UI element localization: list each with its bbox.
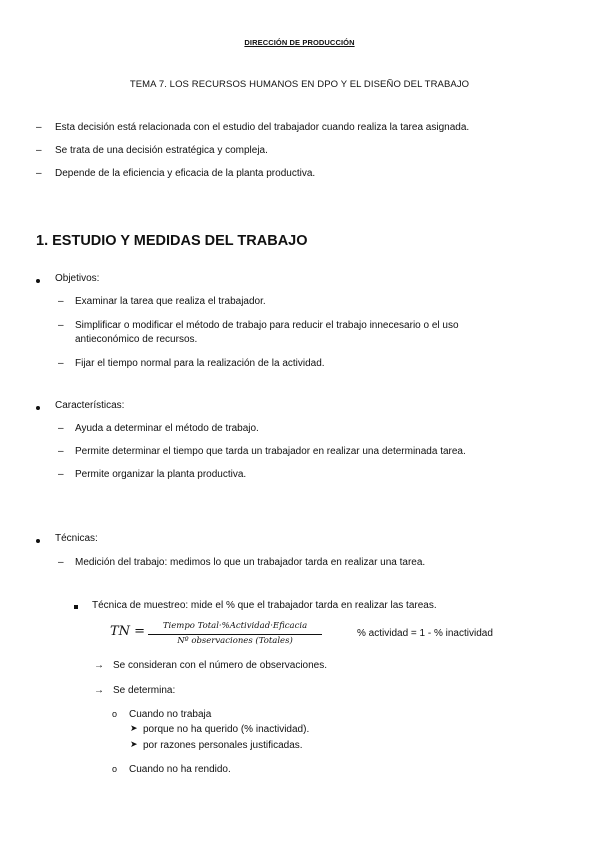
objetivos-item: Simplificar o modificar el método de trabajo para reducir el trabajo innecesario o el uso — [75, 320, 459, 331]
caracteristicas-item: Permite determinar el tiempo que tarda un trabajador en realizar una determinada tarea. — [75, 446, 466, 457]
arrow-icon: → — [94, 685, 104, 696]
muestreo-item: Técnica de muestreo: mide el % que el trabajador tarda en realizar las tareas. — [92, 600, 437, 611]
formula-denominator: Nº observaciones (Totales) — [177, 636, 293, 646]
medicion-item: Medición del trabajo: medimos lo que un trabajador tarda en realizar una tarea. — [75, 557, 426, 568]
arrow-item: Se determina: — [113, 685, 176, 696]
actividad-note: % actividad = 1 - % inactividad — [357, 628, 493, 639]
bullet-dot — [36, 406, 40, 410]
caracteristicas-item: Permite organizar la planta productiva. — [75, 469, 247, 480]
objetivos-item-continuation: antieconómico de recursos. — [75, 334, 198, 345]
no-trabaja-label: Cuando no trabaja — [129, 709, 212, 720]
objetivos-item: Fijar el tiempo normal para la realización de la actividad. — [75, 358, 325, 369]
no-rendido-item: Cuando no ha rendido. — [129, 764, 231, 775]
arrow-icon: → — [94, 660, 104, 671]
bullet-dot — [36, 279, 40, 283]
square-bullet — [74, 605, 78, 609]
dash-bullet: – — [36, 168, 42, 179]
formula-lhs: TN = — [110, 624, 146, 639]
document-subtitle: TEMA 7. LOS RECURSOS HUMANOS EN DPO Y EL DISEÑO DEL TRABAJO — [129, 79, 470, 90]
bullet-dot — [36, 539, 40, 543]
arrowhead-icon: ➤ — [130, 723, 138, 733]
dash-bullet: – — [58, 358, 64, 369]
dash-bullet: – — [58, 320, 64, 331]
arrowhead-icon: ➤ — [130, 739, 138, 749]
circle-bullet: o — [112, 764, 118, 774]
dash-bullet: – — [36, 122, 42, 133]
intro-item: Esta decisión está relacionada con el estudio del trabajador cuando realiza la tarea asignada. — [55, 122, 470, 133]
objetivos-label: Objetivos: — [55, 273, 100, 284]
intro-item: Se trata de una decisión estratégica y compleja. — [55, 145, 268, 156]
section-heading: 1. ESTUDIO Y MEDIDAS DEL TRABAJO — [36, 233, 308, 249]
dash-bullet: – — [58, 296, 64, 307]
fraction-bar — [148, 634, 322, 635]
reason-item: porque no ha querido (% inactividad). — [143, 724, 310, 735]
caracteristicas-item: Ayuda a determinar el método de trabajo. — [75, 423, 259, 434]
objetivos-item: Examinar la tarea que realiza el trabajador. — [75, 296, 266, 307]
arrow-item: Se consideran con el número de observaciones. — [113, 660, 328, 671]
document-header: DIRECCIÓN DE PRODUCCIÓN — [244, 38, 355, 47]
dash-bullet: – — [58, 469, 64, 480]
dash-bullet: – — [58, 557, 64, 568]
tecnicas-label: Técnicas: — [55, 533, 98, 544]
intro-item: Depende de la eficiencia y eficacia de la planta productiva. — [55, 168, 316, 179]
dash-bullet: – — [36, 145, 42, 156]
dash-bullet: – — [58, 446, 64, 457]
reason-item: por razones personales justificadas. — [143, 740, 303, 751]
formula-numerator: Tiempo Total·%Actividad·Eficacia — [162, 621, 308, 631]
circle-bullet: o — [112, 709, 118, 719]
dash-bullet: – — [58, 423, 64, 434]
caracteristicas-label: Características: — [55, 400, 125, 411]
